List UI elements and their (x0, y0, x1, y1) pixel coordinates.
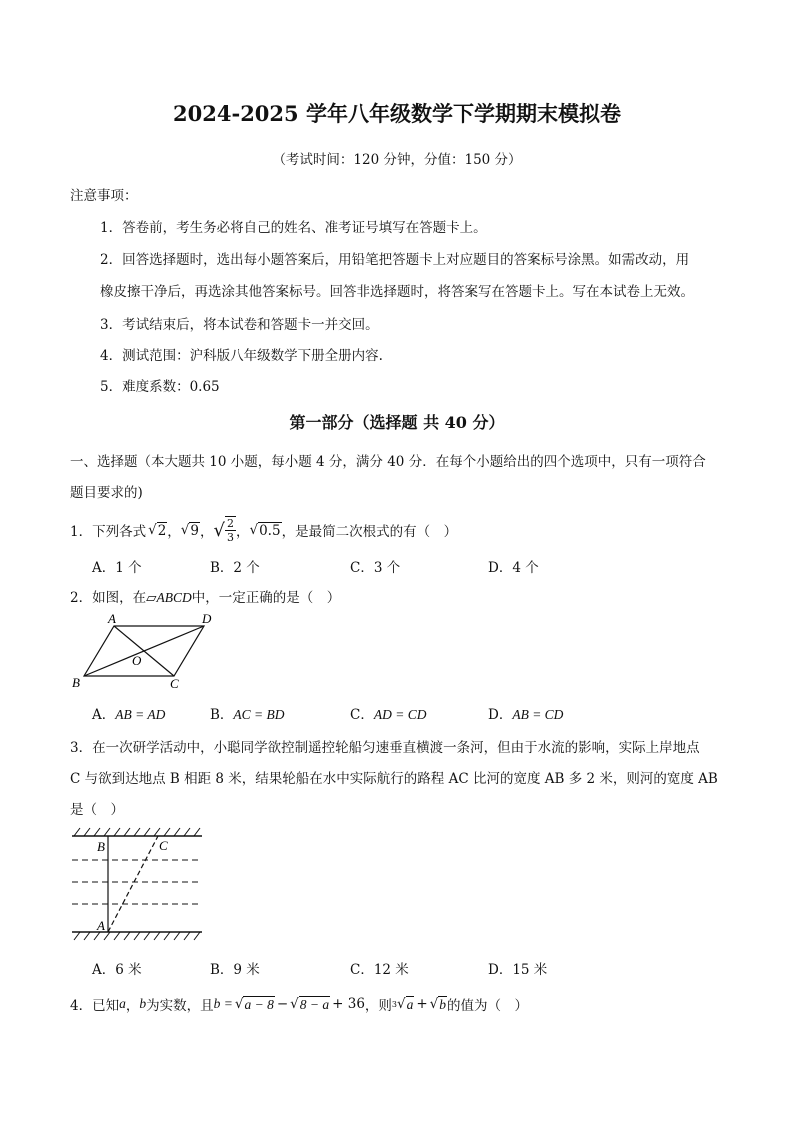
vertex-a-label: A (108, 611, 116, 626)
segment-ac (108, 836, 158, 932)
water-lines (72, 860, 202, 904)
q2-option-b: B．AC = BD (210, 707, 285, 723)
exam-subtitle: （考试时间：120 分钟，分值：150 分） (272, 152, 522, 168)
q1-radicand-4: 0.5 (259, 522, 281, 539)
south-bank-hatch (74, 932, 200, 940)
north-bank-hatch (74, 828, 200, 836)
q2-option-c: C．AD = CD (350, 707, 427, 723)
center-o-label: O (132, 653, 142, 668)
section-title: 第一部分（选择题 共 40 分） (289, 413, 505, 432)
part-intro-line: 题目要求的) (70, 485, 143, 501)
q2-option-d: D．AB = CD (488, 707, 564, 723)
diagonal-bd (84, 626, 204, 676)
river-figure (68, 822, 208, 942)
q2-option-a: A．AB = AD (92, 707, 166, 723)
notice-item: 1．答卷前，考生务必将自己的姓名、准考证号填写在答题卡上。 (100, 220, 487, 236)
q3-option-b: B．9 米 (210, 962, 260, 978)
q3-option-a: A．6 米 (92, 962, 142, 978)
q1-prefix: 1．下列各式 (70, 524, 147, 540)
q3-option-d: D．15 米 (488, 962, 548, 978)
notice-item: 橡皮擦干净后，再选涂其他答案标号。回答非选择题时，将答案写在答题卡上。写在本试卷上无效。 (100, 284, 694, 300)
vertex-b-label: B (72, 675, 80, 690)
question-4-stem: 4．已知 a ， b 为实数，且 b = √ a − 8 − √ 8 − a + 36 ，则 3 √ a + √ b 的值为（ ） (70, 996, 529, 1014)
q1-suffix: ，是最简二次根式的有（ ） (281, 524, 458, 540)
vertex-c-label: C (170, 676, 179, 691)
question-3-line: 是（ ） (70, 802, 124, 818)
question-1-stem: 1．下列各式 √ 2 ， √ 9 ， √ 2 3 ， √ 0.5 ，是最简二次根式的有（ ） (70, 517, 458, 544)
parallelogram-symbol: ▱ (146, 590, 157, 606)
q1-fraction: 2 3 (226, 517, 234, 544)
question-3-line: C 与欲到达地点 B 相距 8 米，结果轮船在水中实际航行的路程 AC 比河的宽度 AB 多 2 米，则河的宽度 AB (70, 771, 718, 787)
q1-radicand-2: 9 (190, 522, 199, 539)
vertex-d-label: D (202, 611, 212, 626)
q1-option-a: A．1 个 (92, 560, 142, 576)
q1-option-c: C．3 个 (350, 560, 401, 576)
notice-item: 3．考试结束后，将本试卷和答题卡一并交回。 (100, 317, 379, 333)
notice-heading: 注意事项： (70, 188, 138, 204)
question-2-stem: 2．如图，在▱ABCD中，一定正确的是（ ） (70, 590, 341, 606)
q1-radicand-1: 2 (157, 522, 167, 539)
part-intro-line: 一、选择题（本大题共 10 小题，每小题 4 分，满分 40 分．在每个小题给出的四个选项中，只有一项符合 (70, 454, 706, 470)
q1-option-b: B．2 个 (210, 560, 260, 576)
notice-item: 2．回答选择题时，选出每小题答案后，用铅笔把答题卡上对应题目的答案标号涂黑。如需改动，用 (100, 252, 690, 268)
q1-option-d: D．4 个 (488, 560, 539, 576)
point-c-label: C (159, 838, 168, 853)
question-3-line: 3．在一次研学活动中，小聪同学欲控制遥控轮船匀速垂直横渡一条河，但由于水流的影响，实际上岸地点 (70, 740, 700, 756)
notice-item: 4．测试范围：沪科版八年级数学下册全册内容. (100, 348, 383, 364)
q3-option-c: C．12 米 (350, 962, 409, 978)
notice-item: 5．难度系数：0.65 (100, 379, 220, 395)
point-a-label: A (97, 918, 105, 933)
parallelogram-figure (66, 608, 226, 692)
point-b-label: B (97, 839, 105, 854)
page-title: 2024-2025 学年八年级数学下学期期末模拟卷 (173, 101, 621, 126)
